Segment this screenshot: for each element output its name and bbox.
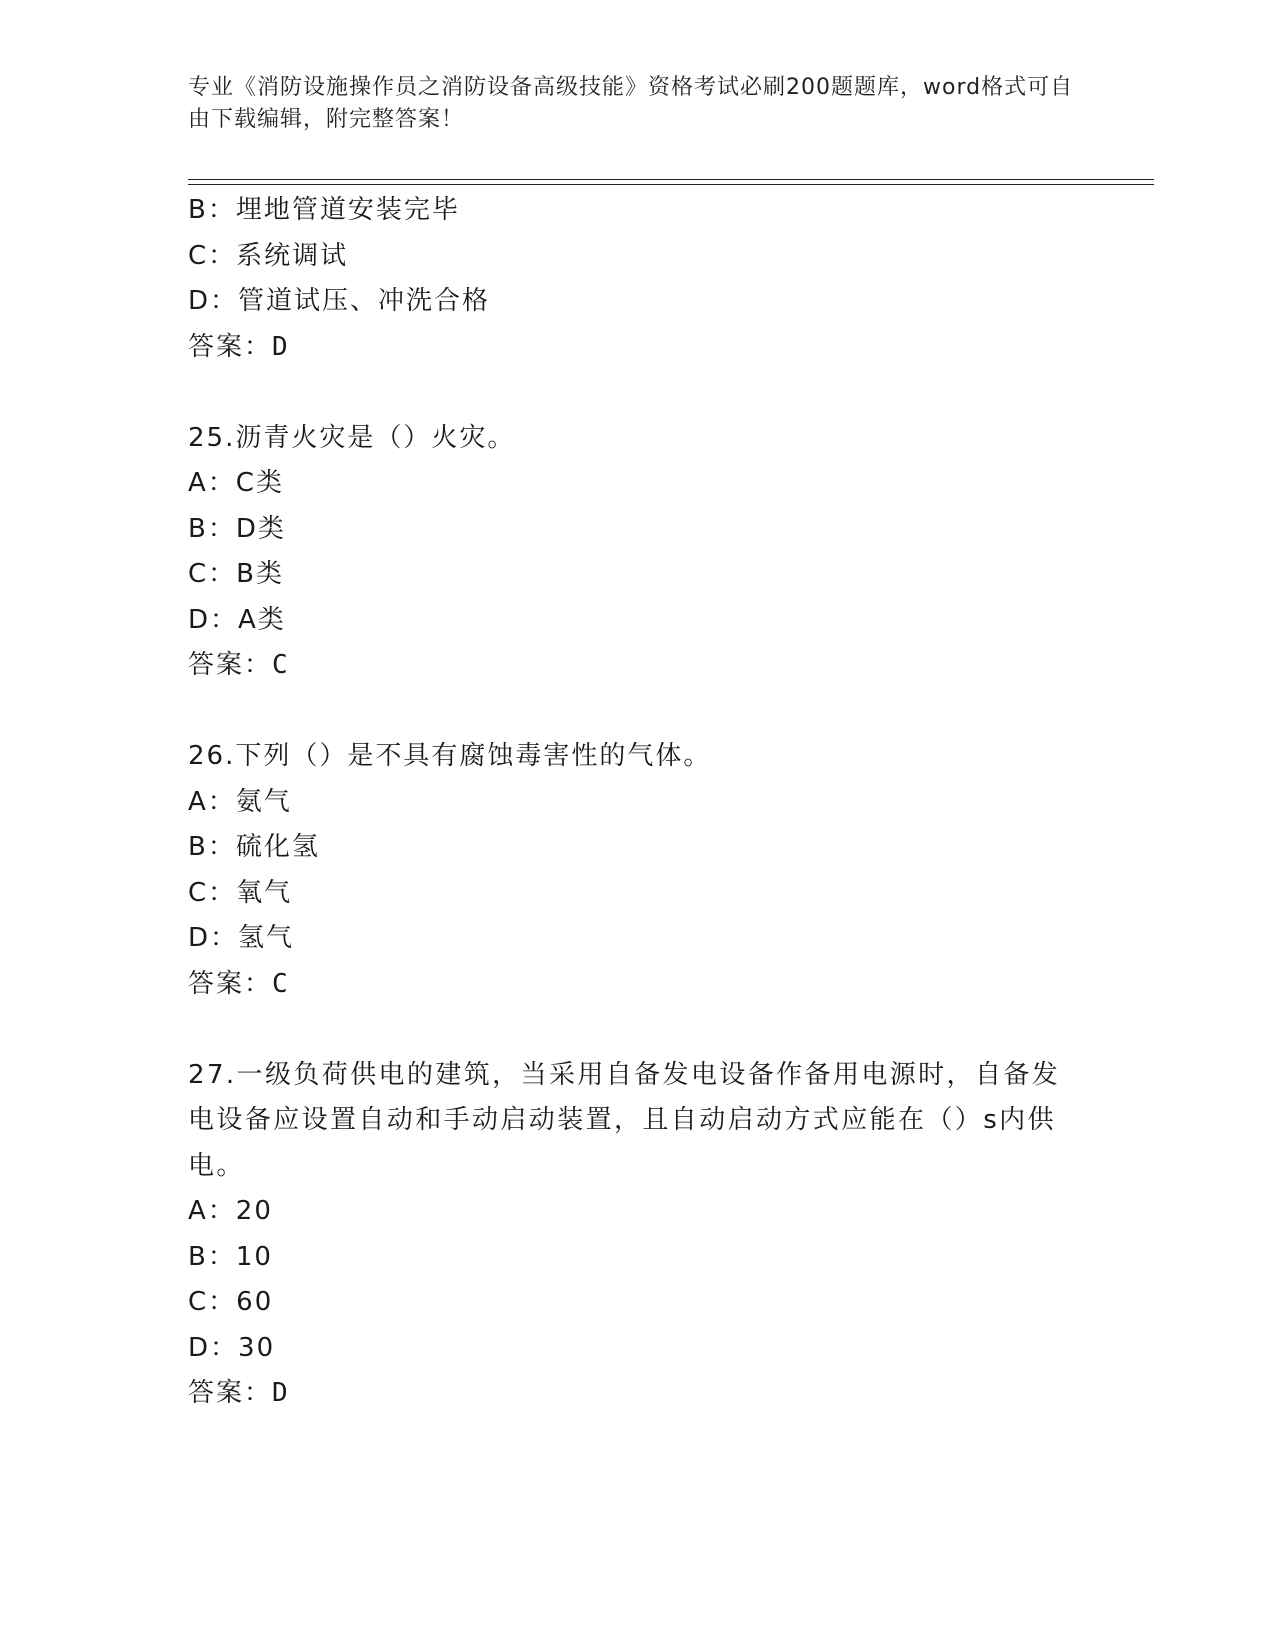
option-d: D：30: [188, 1332, 276, 1363]
spacer: [188, 370, 1088, 416]
question-text: 25.沥青火灾是（）火灾。: [188, 422, 516, 453]
spacer: [188, 1007, 1088, 1053]
question-24-tail: [188, 188, 1088, 370]
question-27: [188, 1053, 1088, 1417]
answer: 答案：D: [188, 331, 290, 362]
question-text: 26.下列（）是不具有腐蚀毒害性的气体。: [188, 741, 712, 771]
option-b: B：埋地管道安装完毕: [188, 195, 460, 225]
option-d: D：氢气: [188, 923, 295, 953]
option-b: B：10: [188, 1241, 273, 1272]
option-c: C：60: [188, 1287, 274, 1317]
answer: 答案：C: [188, 650, 290, 680]
question-26: [188, 734, 1088, 1007]
header-divider-top: [188, 179, 1154, 180]
option-d: D：管道试压、冲洗合格: [188, 286, 491, 316]
option-c: C：B类: [188, 559, 284, 589]
option-a: A：20: [188, 1196, 273, 1226]
option-b: B：硫化氢: [188, 832, 320, 862]
answer: 答案：D: [188, 1378, 290, 1408]
option-b: B：D类: [188, 513, 286, 544]
option-c: C：氧气: [188, 877, 293, 908]
question-list: [188, 188, 1088, 1417]
option-a: A：C类: [188, 468, 284, 498]
question-25: [188, 416, 1088, 689]
option-d: D：A类: [188, 604, 286, 635]
spacer: [188, 689, 1088, 735]
option-a: A：氨气: [188, 786, 292, 817]
document-header: 专业《消防设施操作员之消防设备高级技能》资格考试必刷200题题库，word格式可自由下载编辑，附完整答案！: [188, 75, 1074, 132]
question-text: 27.一级负荷供电的建筑，当采用自备发电设备作备用电源时，自备发电设备应设置自动和手动启动装置，且自动启动方式应能在（）s内供电。: [188, 1059, 1061, 1181]
header-divider-bottom: [188, 184, 1154, 185]
answer: 答案：C: [188, 968, 290, 999]
option-c: C：系统调试: [188, 240, 349, 271]
